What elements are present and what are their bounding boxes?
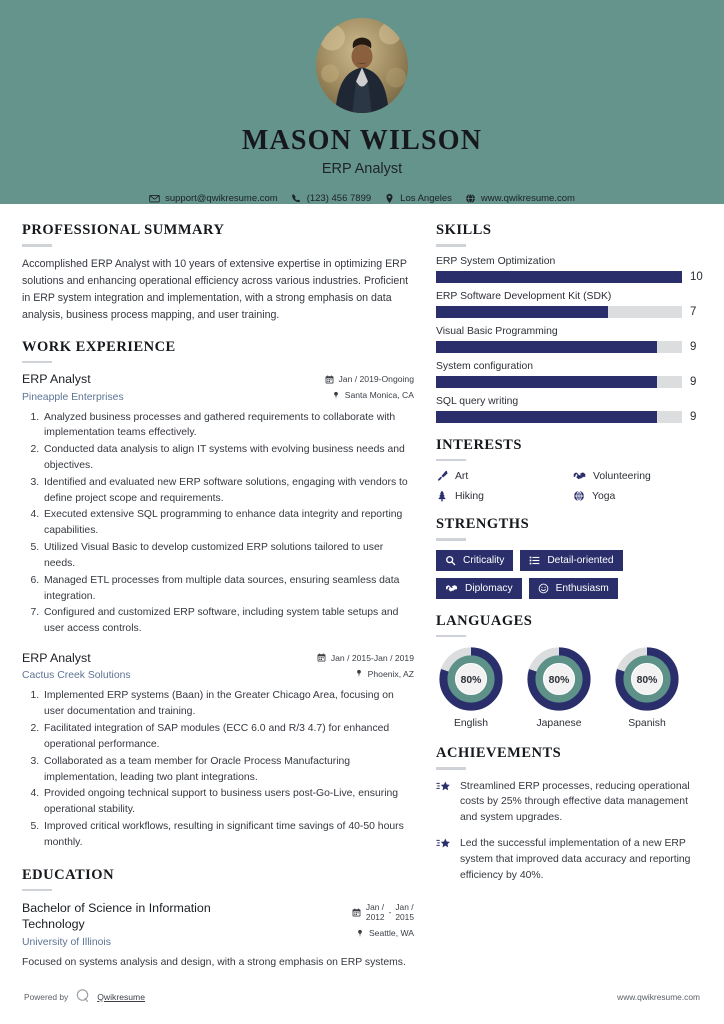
skill-fill <box>436 271 682 283</box>
skill-item <box>436 396 704 423</box>
education-date-separator: - <box>388 907 392 918</box>
contact-email[interactable] <box>146 193 281 204</box>
strength-label: Diplomacy <box>465 582 513 594</box>
section-rule <box>436 244 466 247</box>
education-header <box>22 900 414 948</box>
magnifier-icon <box>445 555 456 566</box>
skill-fill <box>436 341 657 353</box>
bullet-item: 5. Utilized Visual Basic to develop customized ERP solutions tailored to user needs. <box>42 540 414 572</box>
section-rule <box>22 244 52 247</box>
skill-value: 7 <box>690 305 697 318</box>
yoga-globe-icon <box>573 490 585 502</box>
contact-email-text: support@qwikresume.com <box>165 193 278 204</box>
job-bullets <box>22 410 414 637</box>
interests-grid <box>436 470 704 502</box>
calendar-icon <box>325 375 334 384</box>
globe-icon <box>465 193 476 204</box>
education-school[interactable]: University of Illinois <box>22 937 111 949</box>
header-job-title: ERP Analyst <box>321 161 403 177</box>
star-badge-icon <box>436 779 451 794</box>
education-date-end-year: 2015 <box>395 912 414 923</box>
skill-bar-row <box>436 376 704 388</box>
footer-url[interactable]: www.qwikresume.com <box>617 991 700 1002</box>
avatar <box>316 18 408 113</box>
skill-track <box>436 271 682 283</box>
job-dates-row <box>325 374 415 384</box>
education-date-start-month: Jan / <box>365 902 385 913</box>
achievement-text: Streamlined ERP processes, reducing operational costs by 25% through effective data management and system upgrades. <box>460 780 690 824</box>
page-footer <box>0 968 724 1024</box>
education-dates-row <box>352 902 414 922</box>
job-location-row <box>317 669 414 679</box>
language-item <box>524 646 594 729</box>
bullet-item: 1. Implemented ERP systems (Baan) in the Greater Chicago Area, focusing on user documentation and training. <box>42 688 414 720</box>
section-title: INTERESTS <box>436 436 522 453</box>
interest-item-hiking <box>436 490 567 502</box>
skill-value: 9 <box>690 340 697 353</box>
star-badge-icon <box>436 836 451 851</box>
skill-bar-row <box>436 306 704 318</box>
paintbrush-icon <box>436 470 448 482</box>
language-percent-label: 80% <box>548 674 570 686</box>
section-title: SKILLS <box>436 222 492 238</box>
education-meta <box>342 900 414 938</box>
education-date-start-year: 2012 <box>365 912 385 923</box>
bullet-item: 6. Managed ETL processes from multiple data sources, ensuring seamless data integration. <box>42 573 414 605</box>
job-header <box>22 651 414 682</box>
skill-item <box>436 256 704 283</box>
skill-track <box>436 306 682 318</box>
strength-label: Detail-oriented <box>547 554 614 566</box>
bullet-item: 5. Improved critical workflows, resulting in significant time savings of 40-50 hours monthly. <box>42 819 414 851</box>
skill-track <box>436 411 682 423</box>
strength-chip-criticality <box>436 550 513 571</box>
qwikresume-logo-icon <box>75 988 90 1005</box>
bullet-item: 4. Provided ongoing technical support to business users post-Go-Live, ensuring operational stability. <box>42 786 414 818</box>
strength-chip-enthusiasm <box>529 578 618 599</box>
achievement-item <box>436 836 704 883</box>
qwikresume-link[interactable]: Qwikresume <box>97 991 145 1002</box>
section-achievements <box>436 745 704 883</box>
achievement-item <box>436 779 704 826</box>
education-location: Seattle, WA <box>368 928 414 939</box>
section-rule <box>436 459 466 462</box>
powered-by <box>24 988 145 1005</box>
job-meta <box>307 651 414 679</box>
contact-phone[interactable] <box>288 193 374 204</box>
section-title: WORK EXPERIENCE <box>22 338 176 355</box>
avatar-photo <box>316 18 408 113</box>
contact-location-text: Los Angeles <box>400 193 452 204</box>
language-donut-chart <box>526 646 592 712</box>
skill-item <box>436 361 704 388</box>
envelope-icon <box>149 193 160 204</box>
strength-label: Enthusiasm <box>555 582 609 594</box>
interest-item-volunteering <box>573 470 704 482</box>
skill-track <box>436 341 682 353</box>
powered-by-label: Powered by <box>24 991 69 1002</box>
calendar-icon <box>317 653 326 662</box>
education-date-end <box>395 902 414 922</box>
achievement-text: Led the successful implementation of a new ERP system that improved data accuracy and reporting efficiency by 40%. <box>460 837 691 881</box>
job-header <box>22 372 414 403</box>
job-entry <box>22 372 414 637</box>
left-column <box>22 222 414 968</box>
skill-bar-row <box>436 411 704 423</box>
job-dates-row <box>317 653 414 663</box>
right-column <box>436 222 704 968</box>
skill-value: 9 <box>690 375 697 388</box>
job-entry <box>22 651 414 851</box>
skill-fill <box>436 376 657 388</box>
job-role: ERP Analyst <box>22 650 91 665</box>
tree-icon <box>436 490 448 502</box>
job-dates: Jan / 2019-Ongoing <box>338 374 414 385</box>
smiley-icon <box>538 583 549 594</box>
section-languages <box>436 613 704 730</box>
interest-item-yoga <box>573 490 704 502</box>
job-bullets <box>22 688 414 850</box>
skill-bar-row <box>436 341 704 353</box>
section-skills <box>436 222 704 423</box>
strengths-chips <box>436 550 704 599</box>
job-left <box>22 651 307 682</box>
interest-label: Yoga <box>592 490 616 502</box>
section-work-experience <box>22 339 414 851</box>
map-pin-icon <box>384 193 395 204</box>
section-rule <box>436 538 466 541</box>
skill-bar-row <box>436 271 704 283</box>
skill-value: 9 <box>690 410 697 423</box>
section-title: EDUCATION <box>22 866 115 883</box>
bullet-item: 7. Configured and customized ERP software, including system table setups and user access controls. <box>42 605 414 637</box>
section-strengths <box>436 516 704 599</box>
language-item <box>612 646 682 729</box>
education-date-end-month: Jan / <box>395 902 414 913</box>
resume-header <box>0 0 724 204</box>
list-icon <box>529 555 540 566</box>
job-left <box>22 372 315 403</box>
education-location-row <box>352 928 414 938</box>
section-interests <box>436 437 704 503</box>
education-degree: Bachelor of Science in Information Technology <box>22 901 211 932</box>
job-location-row <box>325 390 415 400</box>
strength-chip-diplomacy <box>436 578 522 599</box>
handshake-icon <box>573 470 586 482</box>
section-title: ACHIEVEMENTS <box>436 745 562 761</box>
resume-body <box>0 204 724 968</box>
bullet-item: 2. Facilitated integration of SAP modules (ECC 6.0 and R/3 4.7) for enhanced operational performance. <box>42 721 414 753</box>
strength-label: Criticality <box>463 554 505 566</box>
contact-phone-text: (123) 456 7899 <box>306 193 372 204</box>
language-name: Spanish <box>628 718 666 729</box>
bullet-item: 1. Analyzed business processes and gathered requirements to collaborate with implementation teams effectively. <box>42 410 414 442</box>
job-location: Santa Monica, CA <box>344 390 414 401</box>
skill-label: ERP Software Development Kit (SDK) <box>436 290 612 302</box>
contact-bar <box>146 193 578 204</box>
section-title: PROFESSIONAL SUMMARY <box>22 222 225 238</box>
skill-value: 10 <box>690 270 703 283</box>
skill-label: System configuration <box>436 360 534 372</box>
section-rule <box>436 767 466 770</box>
map-pin-icon <box>355 669 363 678</box>
section-rule <box>22 889 52 892</box>
bullet-item: 4. Executed extensive SQL programming to enhance data integrity and reporting capabilities. <box>42 507 414 539</box>
language-percent-label: 80% <box>636 674 658 686</box>
section-education <box>22 867 414 972</box>
education-left <box>22 900 342 948</box>
phone-icon <box>291 193 302 204</box>
skill-item <box>436 291 704 318</box>
map-pin-icon <box>332 391 340 400</box>
skill-label: Visual Basic Programming <box>436 325 558 337</box>
contact-website[interactable] <box>462 193 578 204</box>
education-dates <box>366 902 414 922</box>
job-location: Phoenix, AZ <box>367 668 414 679</box>
skill-fill <box>436 411 657 423</box>
contact-website-text: www.qwikresume.com <box>480 193 575 204</box>
section-title: STRENGTHS <box>436 516 530 532</box>
language-donut-chart <box>614 646 680 712</box>
section-title: LANGUAGES <box>436 612 533 629</box>
interest-label: Art <box>455 470 469 482</box>
handshake-icon <box>445 583 458 594</box>
language-donut-chart <box>438 646 504 712</box>
skill-track <box>436 376 682 388</box>
language-name: English <box>453 718 489 729</box>
education-description: Focused on systems analysis and design, with a strong emphasis on ERP systems. <box>22 957 406 969</box>
language-name: Japanese <box>536 718 582 729</box>
strength-chip-detail-oriented <box>520 550 622 571</box>
bullet-item: 3. Collaborated as a team member for Oracle Process Manufacturing implementation, leading two plant integrations. <box>42 754 414 786</box>
job-company[interactable]: Pineapple Enterprises <box>22 391 124 403</box>
summary-text: Accomplished ERP Analyst with 10 years of extensive expertise in optimizing ERP solutions and enhancing operational efficiency across various industries. Proficient in ERP system integration and implementation, with a strong emphasis on data analysis, business process mapping, and user training. <box>22 257 409 322</box>
bullet-item: 3. Identified and evaluated new ERP software solutions, engaging with vendors to define project scope and requirements. <box>42 475 414 507</box>
language-percent-label: 80% <box>460 674 482 686</box>
languages-list <box>436 646 704 729</box>
language-item <box>436 646 506 729</box>
job-dates: Jan / 2015-Jan / 2019 <box>330 652 414 663</box>
skill-label: SQL query writing <box>436 395 519 407</box>
page-title: MASON WILSON <box>241 125 483 156</box>
section-rule <box>436 635 466 638</box>
bullet-item: 2. Conducted data analysis to align IT systems with evolving business needs and objectives. <box>42 442 414 474</box>
education-date-start <box>366 902 385 922</box>
contact-location <box>381 193 455 204</box>
skill-label: ERP System Optimization <box>436 255 556 267</box>
section-rule <box>22 361 52 364</box>
calendar-icon <box>352 908 361 917</box>
section-professional-summary <box>22 222 414 325</box>
interest-label: Hiking <box>455 490 484 502</box>
interest-label: Volunteering <box>593 470 651 482</box>
map-pin-icon <box>356 929 364 938</box>
skill-item <box>436 326 704 353</box>
job-company[interactable]: Cactus Creek Solutions <box>22 670 131 682</box>
skill-fill <box>436 306 608 318</box>
job-meta <box>315 372 415 400</box>
interest-item-art <box>436 470 567 482</box>
job-role: ERP Analyst <box>22 372 91 387</box>
